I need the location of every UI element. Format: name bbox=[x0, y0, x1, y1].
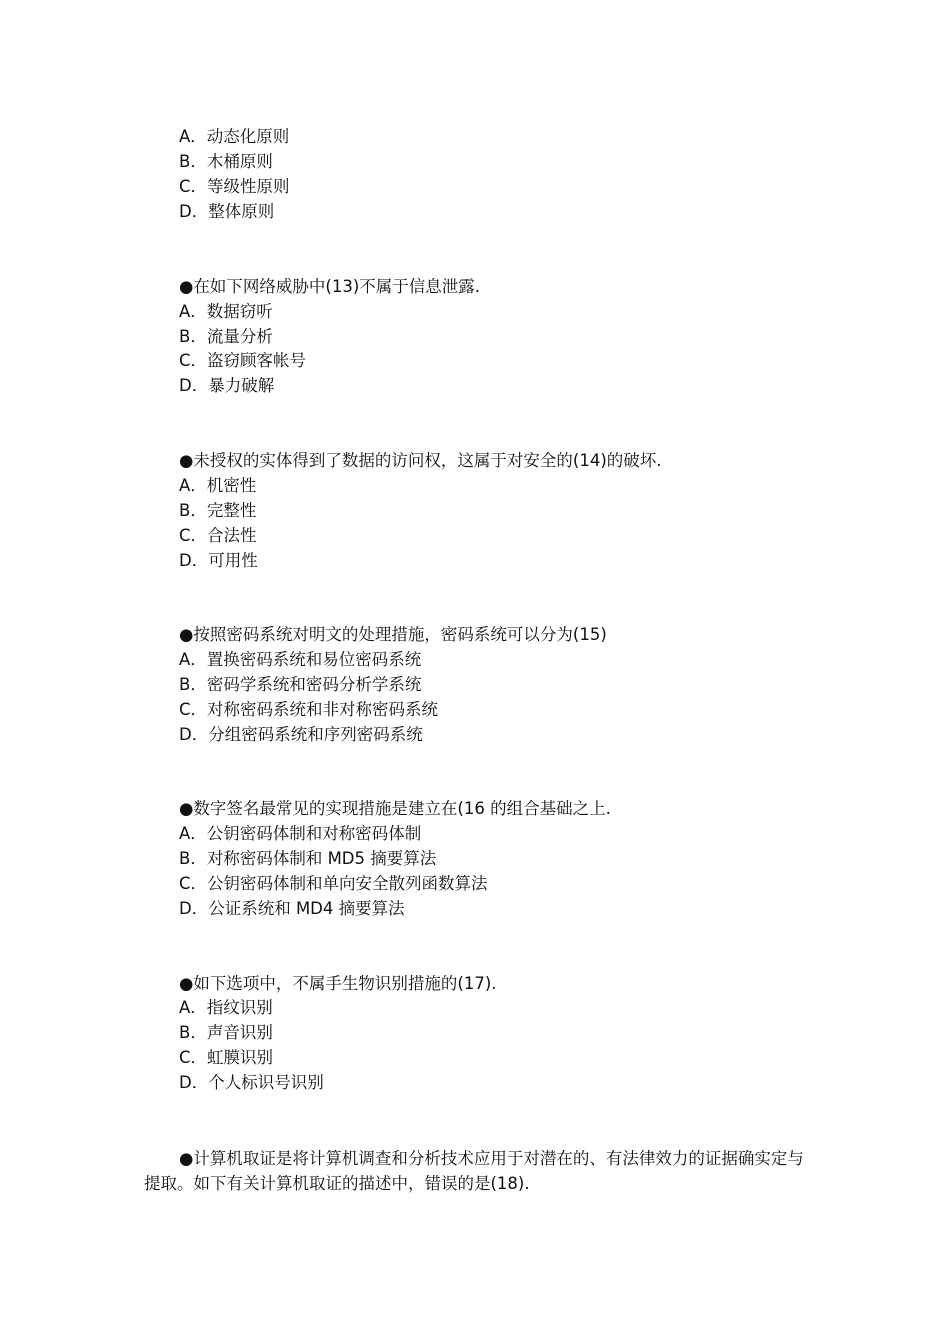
option-b: B．木桶原则 bbox=[179, 152, 273, 171]
option-b: B．对称密码体制和 MD5 摘要算法 bbox=[179, 849, 437, 868]
question-14: ●未授权的实体得到了数据的访问权，这属于对安全的(14)的破坏. bbox=[179, 451, 662, 470]
option-b: B．完整性 bbox=[179, 501, 257, 520]
option-c: C．等级性原则 bbox=[179, 177, 290, 196]
option-a: A．数据窃听 bbox=[179, 302, 273, 321]
option-c: C．合法性 bbox=[179, 526, 257, 545]
option-c: C．盗窃顾客帐号 bbox=[179, 351, 307, 370]
question-17: ●如下选项中，不属手生物识别措施的(17). bbox=[179, 974, 497, 993]
option-a: A．机密性 bbox=[179, 476, 257, 495]
option-d: D．整体原则 bbox=[179, 202, 275, 221]
option-d: D．分组密码系统和序列密码系统 bbox=[179, 725, 423, 744]
option-c: C．公钥密码体制和单向安全散列函数算法 bbox=[179, 874, 488, 893]
option-a: A．公钥密码体制和对称密码体制 bbox=[179, 824, 422, 843]
option-c: C．虹膜识别 bbox=[179, 1048, 274, 1067]
option-d: D．可用性 bbox=[179, 551, 258, 570]
question-18: ●计算机取证是将计算机调查和分析技术应用于对潜在的、有法律效力的证据确实定与提取。如下有关计算机取证的描述中，错误的是(18). bbox=[144, 1149, 804, 1193]
question-15: ●按照密码系统对明文的处理措施，密码系统可以分为(15) bbox=[179, 625, 607, 644]
option-d: D．暴力破解 bbox=[179, 376, 275, 395]
option-a: A．动态化原则 bbox=[179, 127, 290, 146]
option-b: B．密码学系统和密码分析学系统 bbox=[179, 675, 422, 694]
option-b: B．流量分析 bbox=[179, 327, 273, 346]
option-a: A．置换密码系统和易位密码系统 bbox=[179, 650, 422, 669]
option-c: C．对称密码系统和非对称密码系统 bbox=[179, 700, 439, 719]
option-b: B．声音识别 bbox=[179, 1023, 273, 1042]
question-13: ●在如下网络威胁中(13)不属于信息泄露. bbox=[179, 277, 481, 296]
question-16: ●数字签名最常见的实现措施是建立在(16 的组合基础之上. bbox=[179, 799, 611, 818]
option-a: A．指纹识别 bbox=[179, 998, 273, 1017]
option-d: D．个人标识号识别 bbox=[179, 1073, 324, 1092]
option-d: D．公证系统和 MD4 摘要算法 bbox=[179, 899, 405, 918]
